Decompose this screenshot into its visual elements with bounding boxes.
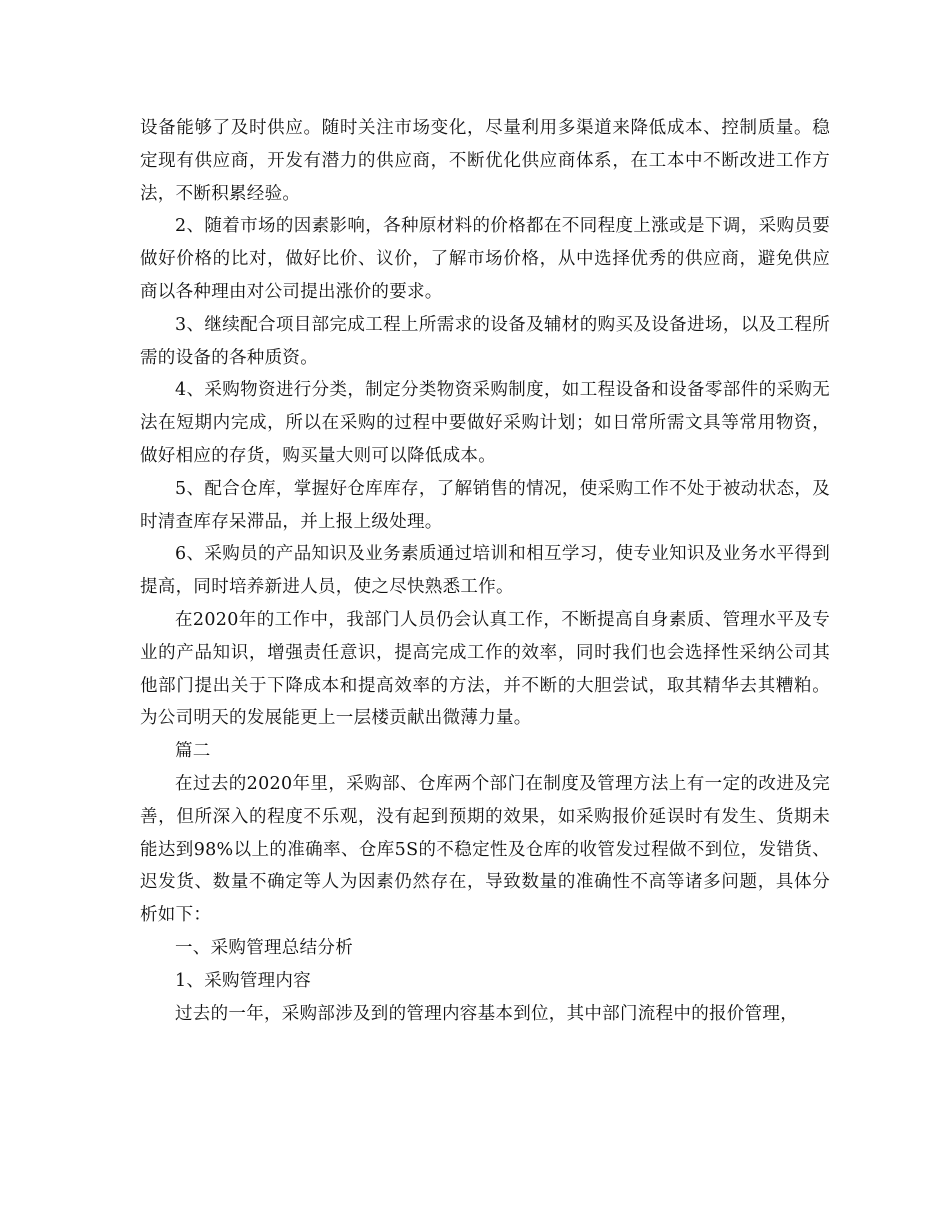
paragraph-4: 4、采购物资进行分类，制定分类物资采购制度，如工程设备和设备零部件的采购无法在短期内完成，所以在采购的过程中要做好采购计划；如日常所需文具等常用物资，做好相应的存货，购买量大则可以降低成本。	[140, 380, 830, 466]
paragraph-3: 3、继续配合项目部完成工程上所需求的设备及辅材的购买及设备进场，以及工程所需的设备的各种质资。	[140, 314, 830, 368]
paragraph-6: 6、采购员的产品知识及业务素质通过培训和相互学习，使专业知识及业务水平得到提高，同时培养新进人员，使之尽快熟悉工作。	[140, 544, 830, 598]
paragraph-5: 5、配合仓库，掌握好仓库库存，了解销售的情况，使采购工作不处于被动状态，及时清查库存呆滞品，并上报上级处理。	[140, 478, 830, 532]
paragraph-7: 在2020年的工作中，我部门人员仍会认真工作，不断提高自身素质、管理水平及专业的产品知识，增强责任意识，提高完成工作的效率，同时我们也会选择性采纳公司其他部门提出关于下降成本和提高效率的方法，并不断的大胆尝试，取其精华去其糟粕。为公司明天的发展能更上一层楼贡献出微薄力量。	[140, 609, 830, 729]
paragraph-2: 2、随着市场的因素影响，各种原材料的价格都在不同程度上涨或是下调，采购员要做好价格的比对，做好比价、议价，了解市场价格，从中选择优秀的供应商，避免供应商以各种理由对公司提出涨价的要求。	[140, 216, 830, 302]
section-heading-procurement-summary: 一、采购管理总结分析	[175, 937, 353, 958]
document-body	[140, 112, 830, 1030]
subheading-procurement-content: 1、采购管理内容	[175, 970, 312, 991]
paragraph-9: 在过去的2020年里，采购部、仓库两个部门在制度及管理方法上有一定的改进及完善，但所深入的程度不乐观，没有起到预期的效果，如采购报价延误时有发生、货期未能达到98%以上的准确率、仓库5S的不稳定性及仓库的收管发过程做不到位，发错货、迟发货、数量不确定等人为因素仍然存在，导致数量的准确性不高等诸多问题，具体分析如下：	[140, 773, 830, 926]
section-heading-part-two: 篇二	[175, 741, 211, 762]
paragraph-12: 过去的一年，采购部涉及到的管理内容基本到位，其中部门流程中的报价管理，	[175, 1003, 798, 1024]
paragraph-1: 设备能够了及时供应。随时关注市场变化，尽量利用多渠道来降低成本、控制质量。稳定现有供应商，开发有潜力的供应商，不断优化供应商体系，在工本中不断改进工作方法，不断积累经验。	[140, 118, 830, 204]
